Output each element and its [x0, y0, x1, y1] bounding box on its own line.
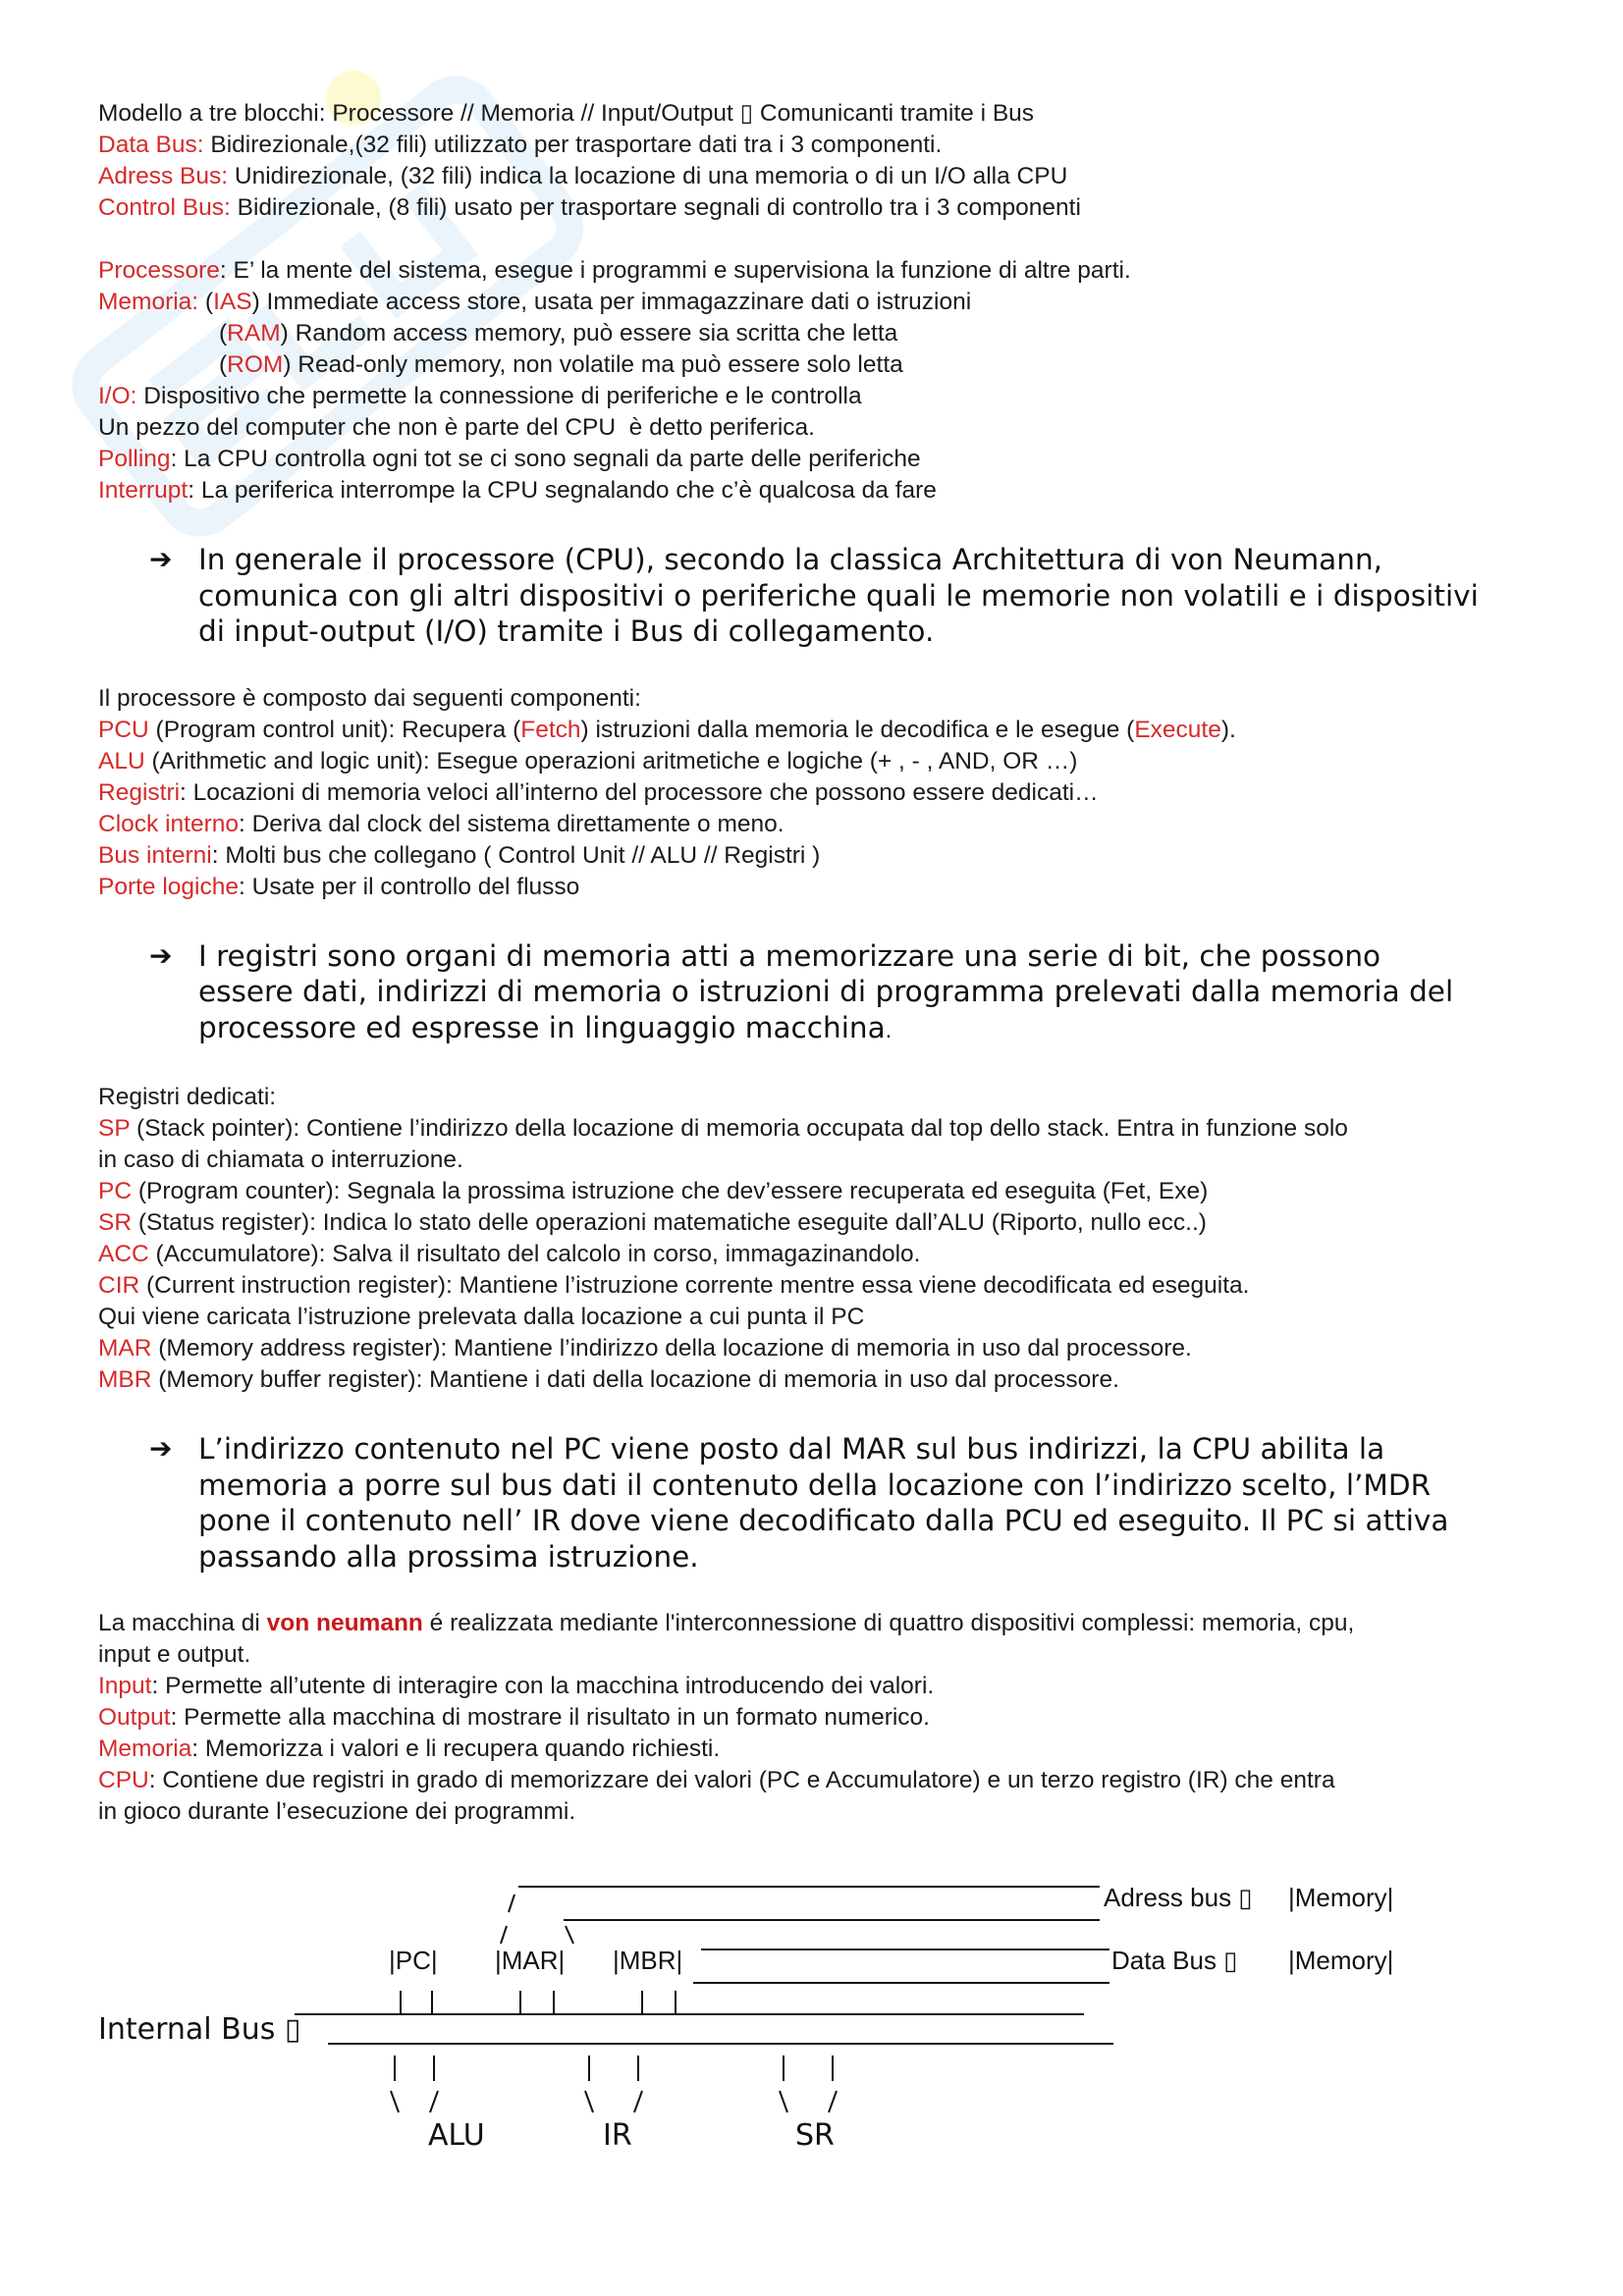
arrow-icon: ➔	[149, 543, 173, 575]
porte-line	[98, 872, 1542, 903]
memory-label-2: |Memory|	[1288, 1946, 1394, 1975]
bullet-line: L’indirizzo contenuto nel PC viene posto dal MAR sul bus indirizzi, la CPU abilita la	[198, 1432, 1385, 1466]
diagram-lines	[98, 1855, 1473, 2169]
clock-label: Clock interno	[98, 810, 239, 837]
polling-label: Polling	[98, 446, 171, 472]
mbr-label: MBR	[98, 1366, 152, 1393]
von-neumann-line-2: input e output.	[98, 1641, 251, 1668]
bullet-line: essere dati, indirizzi di memoria o istruzioni di programma prelevati dalla memoria del	[198, 975, 1454, 1008]
mar-text: (Memory address register): Mantiene l’indirizzo della locazione di memoria in uso dal processore.	[151, 1335, 1192, 1362]
bus-interni-line	[98, 840, 1542, 872]
rom-line	[98, 349, 1542, 381]
control-bus-label: Control Bus:	[98, 194, 231, 221]
bullet-von-neumann	[98, 542, 1542, 650]
memoria-label: Memoria:	[98, 289, 199, 315]
arrow-icon: ➔	[149, 938, 173, 972]
bullet-line: pone il contenuto nell’ IR dove viene decodificato dalla PCU ed eseguito. Il PC si attiva	[198, 1504, 1449, 1537]
pcu-line	[98, 715, 1542, 746]
mbr-register: |MBR|	[613, 1946, 683, 1975]
text-modello: Modello a tre blocchi: Processore // Memoria // Input/Output ▯ Comunicanti tramite i Bus	[98, 100, 1035, 127]
adress-bus-text: Unidirezionale, (32 fili) indica la locazione di una memoria o di un I/O alla CPU	[228, 163, 1068, 189]
interrupt-line	[98, 475, 1542, 507]
memory-label-1: |Memory|	[1288, 1883, 1394, 1912]
sp-label: SP	[98, 1115, 131, 1142]
sr-unit: SR	[795, 2118, 835, 2153]
alu-label: ALU	[98, 747, 145, 774]
bullet-line: memoria a porre sul bus dati il contenuto della locazione con l’indirizzo scelto, l’MDR	[198, 1468, 1432, 1502]
von-neumann-line	[98, 1608, 1542, 1639]
periferica-line: Un pezzo del computer che non è parte del CPU è detto periferica.	[98, 414, 815, 441]
bullet-line: I registri sono organi di memoria atti a memorizzare una serie di bit, che possono	[198, 938, 1381, 973]
registri-label: Registri	[98, 778, 181, 806]
pc-text: (Program counter): Segnala la prossima istruzione che dev’essere recuperata ed eseguita (Fet, Exe)	[132, 1178, 1209, 1204]
sr-label: SR	[98, 1209, 133, 1236]
porte-label: Porte logiche	[98, 873, 240, 900]
von-neumann-label: von neumann	[266, 1610, 423, 1636]
bullet-line: In generale il processore (CPU), secondo la classica Architettura di von Neumann,	[198, 543, 1383, 576]
ias-text: ) Immediate access store, usata per immagazzinare dati o istruzioni	[251, 289, 972, 315]
mbr-line	[98, 1364, 1542, 1396]
porte-text: : Usate per il controllo del flusso	[239, 873, 580, 900]
polling-text: : La CPU controlla ogni tot se ci sono segnali da parte delle periferiche	[170, 446, 921, 472]
cpu-line	[98, 1765, 1542, 1796]
sp-line-2: in caso di chiamata o interruzione.	[98, 1147, 463, 1173]
output-line	[98, 1702, 1542, 1734]
io-line	[98, 381, 1542, 412]
memoria2-label: Memoria	[98, 1735, 192, 1762]
alu-line	[98, 746, 1542, 777]
mbr-text: (Memory buffer register): Mantiene i dati della locazione di memoria in uso dal processore.	[151, 1366, 1119, 1393]
processore-text: : E’ la mente del sistema, esegue i programmi e supervisiona la funzione di altre parti.	[219, 257, 1131, 284]
bullet-indirizzo	[98, 1431, 1542, 1575]
mar-label: MAR	[98, 1335, 152, 1362]
paren: (	[219, 320, 228, 347]
io-text: Dispositivo che permette la connessione di periferiche e le controlla	[136, 383, 862, 409]
pcu-label: PCU	[98, 716, 149, 743]
bus-interni-label: Bus interni	[98, 841, 212, 869]
io-label: I/O:	[98, 383, 137, 409]
pcu-text: ) istruzioni dalla memoria le decodifica e le esegue (	[580, 716, 1135, 743]
mar-register: |MAR|	[495, 1946, 566, 1975]
alu-unit: ALU	[428, 2118, 485, 2153]
arrow-icon: ➔	[149, 1432, 173, 1465]
ram-label: RAM	[227, 320, 281, 347]
bus-interni-text: : Molti bus che collegano ( Control Unit // ALU // Registri )	[211, 841, 821, 869]
data-bus-line	[98, 130, 1542, 161]
execute-label: Execute	[1134, 716, 1221, 743]
data-bus-text: Bidirezionale,(32 fili) utilizzato per trasportare dati tra i 3 componenti.	[203, 132, 943, 158]
ram-text: ) Random access memory, può essere sia scritta che letta	[280, 320, 898, 347]
bullet-line: comunica con gli altri dispositivi o periferiche quali le memorie non volatili e i dispositivi	[198, 578, 1479, 613]
registri-line	[98, 777, 1542, 809]
cpu-line-2: in gioco durante l’esecuzione dei programmi.	[98, 1798, 576, 1825]
ram-line	[98, 318, 1542, 349]
bullet-line: di input-output (I/O) tramite i Bus di collegamento.	[198, 614, 935, 648]
cir-text: (Current instruction register): Mantiene l’istruzione corrente mentre essa viene decodificata ed eseguita.	[139, 1272, 1250, 1299]
processore-label: Processore	[98, 257, 220, 284]
componenti-intro: Il processore è composto dai seguenti componenti:	[98, 684, 641, 712]
cir-label: CIR	[98, 1272, 140, 1299]
alu-text: (Arithmetic and logic unit): Esegue operazioni aritmetiche e logiche (+ , - , AND, OR …)	[144, 747, 1078, 774]
input-label: Input	[98, 1673, 152, 1699]
rom-text: ) Read-only memory, non volatile ma può essere solo letta	[283, 351, 903, 378]
output-text: : Permette alla macchina di mostrare il risultato in un formato numerico.	[170, 1704, 930, 1731]
bullet-period: .	[885, 1016, 893, 1043]
memoria2-text: : Memorizza i valori e li recupera quando richiesti.	[191, 1735, 721, 1762]
polling-line	[98, 444, 1542, 475]
memoria2-line	[98, 1734, 1542, 1765]
pc-line	[98, 1176, 1542, 1207]
rom-label: ROM	[227, 351, 284, 378]
clock-line	[98, 809, 1542, 840]
pcu-text: ).	[1220, 716, 1236, 743]
paren: (	[198, 289, 214, 315]
memoria-line	[98, 287, 1542, 318]
acc-line	[98, 1239, 1542, 1270]
ir-unit: IR	[603, 2118, 632, 2153]
bullet-line: passando alla prossima istruzione.	[198, 1539, 699, 1574]
adress-bus-line	[98, 161, 1542, 192]
control-bus-text: Bidirezionale, (8 fili) usato per trasportare segnali di controllo tra i 3 componenti	[230, 194, 1081, 221]
data-bus-label: Data Bus:	[98, 132, 204, 158]
von-neumann-text: é realizzata mediante l'interconnessione di quattro dispositivi complessi: memoria, cpu,	[422, 1610, 1355, 1636]
output-label: Output	[98, 1704, 171, 1731]
acc-text: (Accumulatore): Salva il risultato del calcolo in corso, immagazinandolo.	[148, 1241, 921, 1267]
cpu-label: CPU	[98, 1767, 149, 1793]
cir-line-2: Qui viene caricata l’istruzione prelevata dalla locazione a cui punta il PC	[98, 1304, 865, 1330]
pcu-text: (Program control unit): Recupera (	[148, 716, 521, 743]
adress-bus-label: Adress bus ▯	[1104, 1883, 1253, 1912]
sp-text: (Stack pointer): Contiene l’indirizzo della locazione di memoria occupata dal top dello stack. Entra in funzione solo	[130, 1115, 1348, 1142]
ias-label: IAS	[213, 289, 252, 315]
control-bus-line	[98, 192, 1542, 224]
interrupt-text: : La periferica interrompe la CPU segnalando che c’è qualcosa da fare	[188, 477, 937, 504]
sr-text: (Status register): Indica lo stato delle operazioni matematiche eseguite dall’ALU (Riporto, nullo ecc..)	[132, 1209, 1207, 1236]
registri-dedicati-intro: Registri dedicati:	[98, 1084, 277, 1110]
pc-register: |PC|	[389, 1946, 438, 1975]
registri-text: : Locazioni di memoria veloci all’interno del processore che possono essere dedicati…	[180, 778, 1099, 806]
sr-line	[98, 1207, 1542, 1239]
von-neumann-text: La macchina di	[98, 1610, 267, 1636]
cpu-text: : Contiene due registri in grado di memorizzare dei valori (PC e Accumulatore) e un terzo registro (IR) che entra	[148, 1767, 1335, 1793]
data-bus-label: Data Bus ▯	[1111, 1946, 1238, 1975]
adress-bus-label: Adress Bus:	[98, 163, 229, 189]
mar-line	[98, 1333, 1542, 1364]
pc-label: PC	[98, 1178, 133, 1204]
cir-line	[98, 1270, 1542, 1302]
paren: (	[219, 351, 228, 378]
input-line	[98, 1671, 1542, 1702]
internal-bus-label: Internal Bus ▯	[98, 2012, 301, 2047]
bullet-line	[198, 1010, 1542, 1049]
sp-line	[98, 1113, 1542, 1145]
input-text: : Permette all’utente di interagire con la macchina introducendo dei valori.	[151, 1673, 935, 1699]
processore-line	[98, 255, 1542, 287]
document-page	[98, 98, 1542, 1828]
fetch-label: Fetch	[520, 716, 581, 743]
bullet-text: processore ed espresse in linguaggio macchina	[198, 1010, 886, 1044]
bus-diagram	[98, 1855, 1473, 2169]
interrupt-label: Interrupt	[98, 477, 189, 504]
clock-text: : Deriva dal clock del sistema direttamente o meno.	[238, 810, 784, 837]
bullet-registri	[98, 938, 1542, 1049]
acc-label: ACC	[98, 1241, 149, 1267]
